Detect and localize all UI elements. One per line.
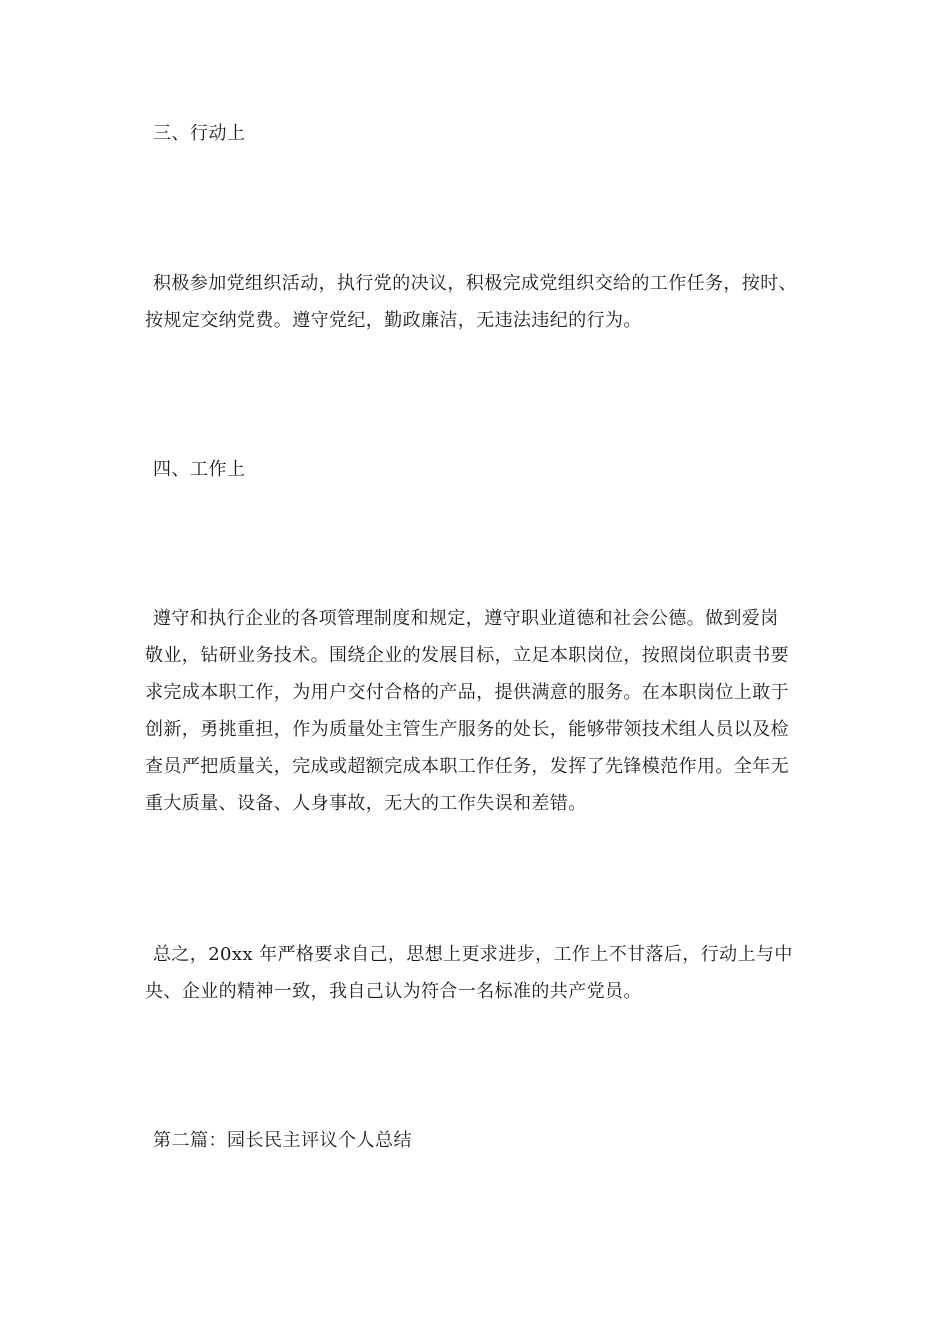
paragraph-line: 敬业，钻研业务技术。围绕企业的发展目标，立足本职岗位，按照岗位职责书要 bbox=[145, 645, 789, 666]
section-heading-work: 四、工作上 bbox=[153, 459, 246, 480]
paragraph-line: 央、企业的精神一致，我自己认为符合一名标准的共产党员。 bbox=[145, 981, 642, 1002]
paragraph-line: 创新，勇挑重担，作为质量处主管生产服务的处长，能够带领技术组人员以及检 bbox=[145, 719, 789, 740]
part-two-heading: 第二篇：园长民主评议个人总结 bbox=[153, 1130, 412, 1151]
paragraph-summary bbox=[145, 936, 810, 1010]
paragraph-line: 按规定交纳党费。遵守党纪，勤政廉洁，无违法违纪的行为。 bbox=[145, 310, 642, 331]
paragraph-action bbox=[145, 265, 810, 339]
paragraph-line: 遵守和执行企业的各项管理制度和规定，遵守职业道德和社会公德。做到爱岗 bbox=[153, 608, 779, 629]
paragraph-line: 积极参加党组织活动，执行党的决议，积极完成党组织交给的工作任务，按时、 bbox=[153, 273, 797, 294]
paragraph-line: 总之，20xx 年严格要求自己，思想上更求进步，工作上不甘落后，行动上与中 bbox=[153, 944, 793, 965]
section-heading-action: 三、行动上 bbox=[153, 123, 246, 144]
paragraph-line: 求完成本职工作，为用户交付合格的产品，提供满意的服务。在本职岗位上敢于 bbox=[145, 682, 789, 703]
paragraph-line: 重大质量、设备、人身事故，无大的工作失误和差错。 bbox=[145, 793, 587, 814]
paragraph-work bbox=[145, 600, 810, 822]
paragraph-line: 查员严把质量关，完成或超额完成本职工作任务，发挥了先锋模范作用。全年无 bbox=[145, 756, 789, 777]
